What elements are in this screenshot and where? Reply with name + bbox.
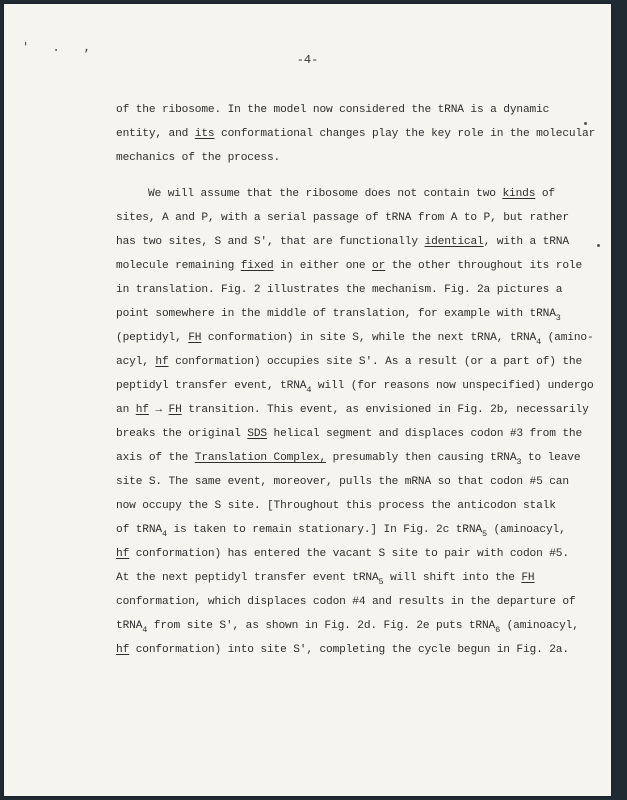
text-line bbox=[116, 398, 589, 422]
text-run: of tRNA bbox=[116, 524, 162, 536]
underlined-word: Translation Complex, bbox=[194, 452, 327, 464]
text-run: (amino- bbox=[541, 332, 594, 344]
text-run: has two sites, S and S', that are functionally bbox=[116, 236, 425, 248]
text-run: of the ribosome. In the model now considered the tRNA is a dynamic bbox=[116, 104, 550, 116]
text-line bbox=[116, 146, 566, 170]
paper-speck bbox=[584, 122, 587, 125]
text-line bbox=[116, 230, 569, 254]
text-run: the other throughout its role bbox=[385, 260, 583, 272]
page-number: -4- bbox=[296, 53, 319, 67]
underlined-word: FH bbox=[168, 404, 182, 416]
subscript: 3 bbox=[516, 457, 522, 467]
underlined-word: FH bbox=[188, 332, 202, 344]
text-run: presumably then causing tRNA bbox=[326, 452, 517, 464]
paper-speck bbox=[597, 244, 600, 247]
text-line bbox=[116, 98, 566, 122]
text-run: now occupy the S site. [Throughout this process the anticodon stalk bbox=[116, 500, 556, 512]
underlined-word: its bbox=[194, 128, 215, 140]
text-run: entity, and bbox=[116, 128, 195, 140]
text-line bbox=[116, 518, 566, 542]
text-line bbox=[116, 590, 576, 614]
text-run: At the next peptidyl transfer event tRNA bbox=[116, 572, 379, 584]
text-run: transition. This event, as envisioned in Fig. 2b, necessarily bbox=[181, 404, 589, 416]
underlined-word: hf bbox=[116, 548, 130, 560]
text-run: acyl, bbox=[116, 356, 156, 368]
underlined-word: hf bbox=[116, 644, 130, 656]
text-run: in translation. Fig. 2 illustrates the mechanism. Fig. 2a pictures a bbox=[116, 284, 563, 296]
text-run: , with a tRNA bbox=[483, 236, 569, 248]
subscript: 3 bbox=[555, 313, 561, 323]
text-run: conformation) occupies site S'. As a result (or a part of) the bbox=[168, 356, 583, 368]
text-line bbox=[116, 326, 594, 350]
subscript: 5 bbox=[481, 529, 487, 539]
text-line bbox=[116, 350, 583, 374]
text-run: is taken to remain stationary.] In Fig. 2c tRNA bbox=[166, 524, 482, 536]
text-run: conformational changes play the key role in the molecular bbox=[214, 128, 596, 140]
text-run: (aminoacyl, bbox=[500, 620, 579, 632]
subscript: 4 bbox=[306, 385, 312, 395]
text-run: tRNA bbox=[116, 620, 143, 632]
text-run: (aminoacyl, bbox=[486, 524, 566, 536]
text-line bbox=[116, 446, 581, 470]
text-run: will shift into the bbox=[383, 572, 522, 584]
text-line bbox=[116, 278, 566, 302]
margin-marks: ' . , bbox=[22, 40, 99, 54]
text-run: conformation, which displaces codon #4 and results in the departure of bbox=[116, 596, 576, 608]
text-run: an bbox=[116, 404, 136, 416]
text-run: site S. The same event, moreover, pulls the mRNA so that codon #5 can bbox=[116, 476, 569, 488]
paragraph-break bbox=[116, 170, 566, 182]
text-run: conformation) in site S, while the next tRNA, tRNA bbox=[201, 332, 537, 344]
text-line bbox=[116, 470, 569, 494]
underlined-word: FH bbox=[521, 572, 535, 584]
text-run: breaks the original bbox=[116, 428, 248, 440]
subscript: 4 bbox=[536, 337, 542, 347]
text-run: mechanics of the process. bbox=[116, 152, 281, 164]
text-line bbox=[116, 638, 569, 662]
text-run: to leave bbox=[521, 452, 581, 464]
underlined-word: or bbox=[372, 260, 386, 272]
text-run: conformation) into site S', completing the cycle begun in Fig. 2a. bbox=[129, 644, 569, 656]
arrow-glyph: → bbox=[148, 404, 169, 416]
text-line bbox=[116, 302, 566, 326]
text-run: helical segment and displaces codon #3 from the bbox=[266, 428, 583, 440]
text-run: in either one bbox=[273, 260, 373, 272]
underlined-word: fixed bbox=[240, 260, 274, 272]
text-run: conformation) has entered the vacant S site to pair with codon #5. bbox=[129, 548, 569, 560]
text-run: molecule remaining bbox=[116, 260, 241, 272]
underlined-word: kinds bbox=[502, 188, 536, 200]
underlined-word: hf bbox=[155, 356, 169, 368]
text-line bbox=[116, 542, 569, 566]
text-line bbox=[116, 614, 579, 638]
text-line bbox=[116, 206, 569, 230]
underlined-word: identical bbox=[424, 236, 484, 248]
body-text bbox=[116, 98, 596, 662]
text-line bbox=[116, 566, 566, 590]
subscript: 6 bbox=[495, 625, 501, 635]
subscript: 5 bbox=[378, 577, 384, 587]
text-run: will (for reasons now unspecified) undergo bbox=[311, 380, 594, 392]
text-run: We will assume that the ribosome does not contain two bbox=[148, 188, 503, 200]
subscript: 4 bbox=[142, 625, 148, 635]
text-line bbox=[116, 254, 583, 278]
text-run: point somewhere in the middle of translation, for example with tRNA bbox=[116, 308, 556, 320]
subscript: 4 bbox=[161, 529, 167, 539]
text-run: of bbox=[535, 188, 555, 200]
text-line bbox=[116, 182, 566, 206]
text-run: sites, A and P, with a serial passage of tRNA from A to P, but rather bbox=[116, 212, 569, 224]
text-line bbox=[116, 422, 583, 446]
underlined-word: SDS bbox=[247, 428, 267, 440]
text-run: peptidyl transfer event, tRNA bbox=[116, 380, 307, 392]
text-line bbox=[116, 374, 594, 398]
text-line bbox=[116, 122, 596, 146]
document-page bbox=[4, 4, 611, 796]
text-line bbox=[116, 494, 566, 518]
text-run: axis of the bbox=[116, 452, 195, 464]
text-run: from site S', as shown in Fig. 2d. Fig. 2e puts tRNA bbox=[147, 620, 496, 632]
underlined-word: hf bbox=[135, 404, 149, 416]
text-run: (peptidyl, bbox=[116, 332, 189, 344]
